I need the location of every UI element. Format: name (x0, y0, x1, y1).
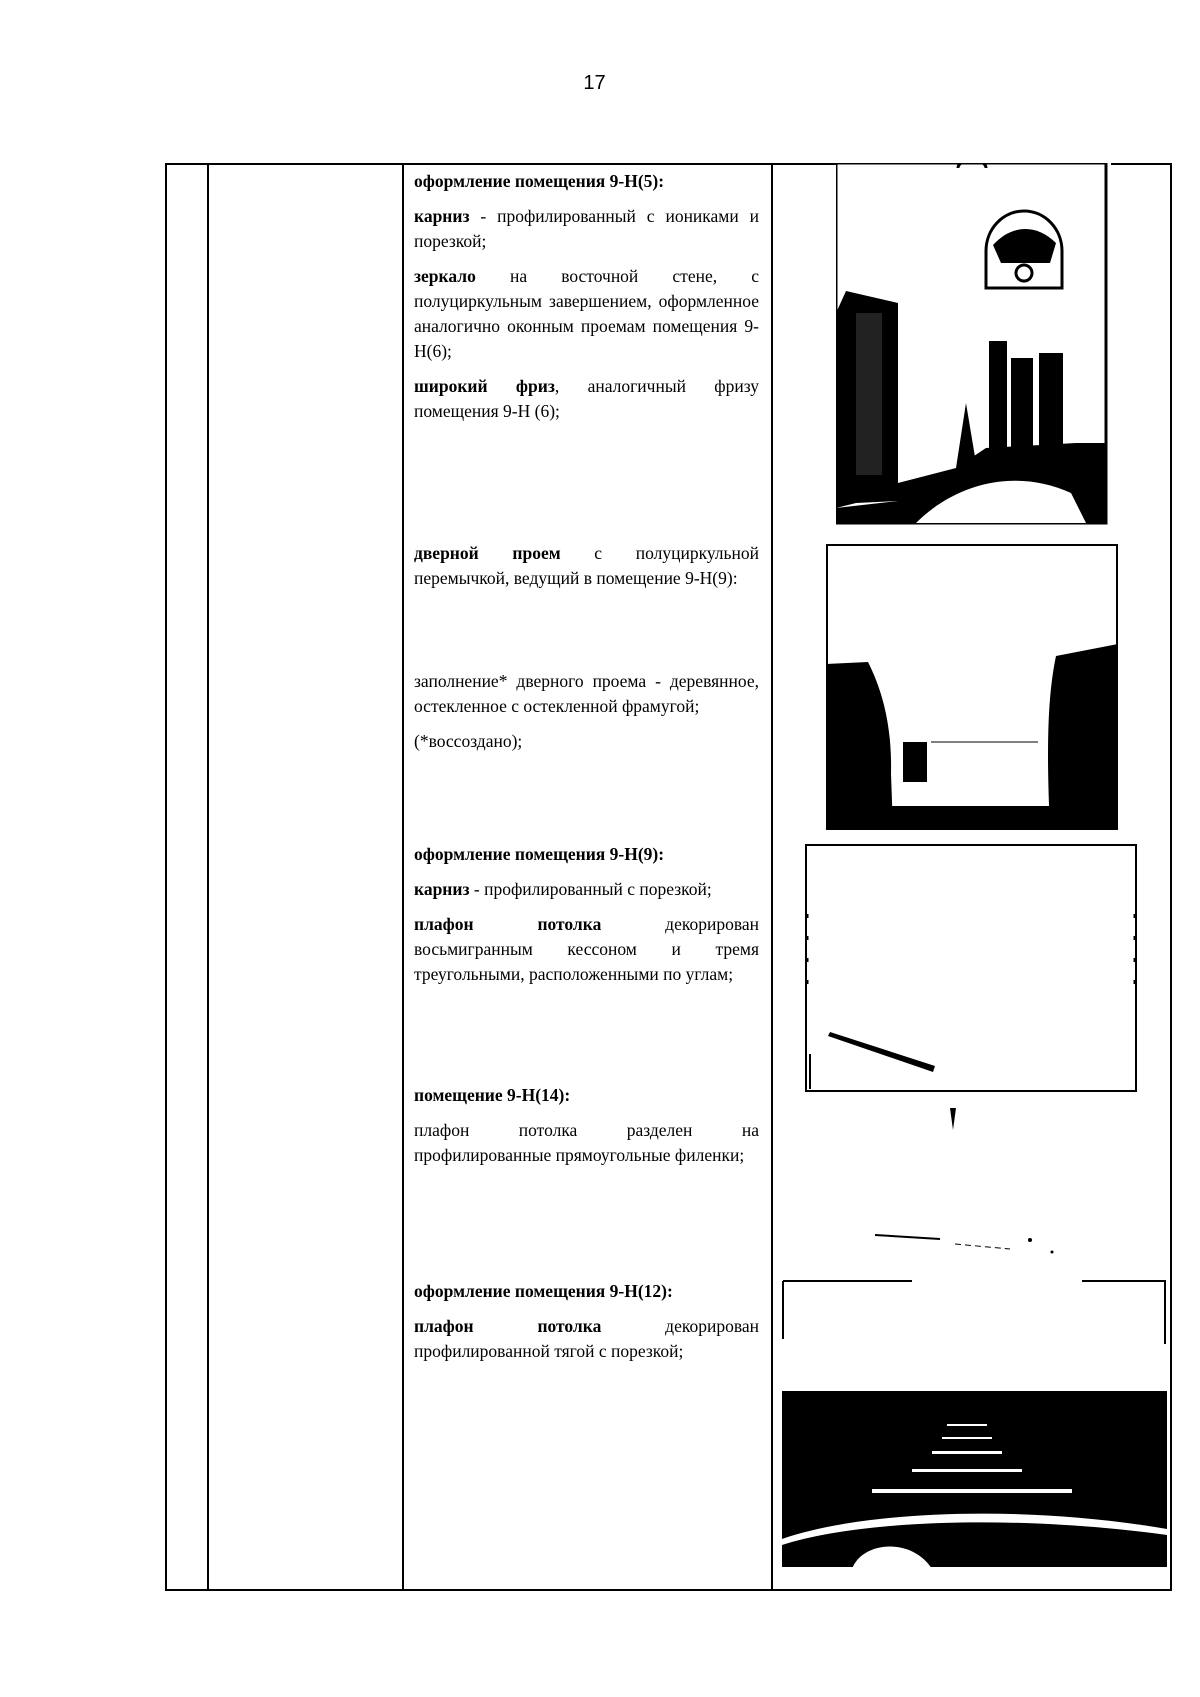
list-item: карниз - профилированный с иониками и порезкой; (414, 206, 759, 251)
list-item: плафон потолка разделен на профилированные прямоугольные филенки; (414, 1120, 759, 1165)
section-heading: оформление помещения 9-Н(9): (414, 844, 665, 864)
page-number: 17 (583, 72, 606, 94)
column-divider (771, 165, 773, 1589)
section-room-9n5 (414, 169, 759, 434)
photo-room-interior (836, 163, 1111, 526)
section-heading: оформление помещения 9-Н(12): (414, 1281, 673, 1301)
section-door-filling (414, 669, 759, 764)
photo-ceiling-detail (870, 1105, 1080, 1265)
column-divider (207, 165, 209, 1589)
list-item: карниз - профилированный с порезкой; (414, 879, 712, 899)
list-item: зеркало на восточной стене, с полуциркульным завершением, оформленное аналогично оконным проемам помещения 9-Н(6); (414, 266, 759, 361)
section-heading: помещение 9-Н(14): (414, 1085, 571, 1105)
column-divider (402, 165, 404, 1589)
list-item: (*воссоздано); (414, 731, 523, 751)
photo-ceiling (805, 844, 1137, 1092)
section-door-opening (414, 541, 759, 601)
list-item: дверной проем с полуциркульной перемычкой, ведущий в помещение 9-Н(9): (414, 543, 759, 588)
section-room-9n9 (414, 842, 759, 997)
list-item: широкий фриз, аналогичный фризу помещения 9-Н (6); (414, 376, 760, 421)
section-room-9n12 (414, 1279, 759, 1374)
section-heading: оформление помещения 9-Н(5): (414, 171, 665, 191)
list-item: заполнение* дверного проема - деревянное, остекленное с остекленной фрамугой; (414, 671, 759, 716)
section-room-9n14 (414, 1083, 759, 1178)
photo-doorway (826, 544, 1118, 830)
list-item: плафон потолка декорирован профилированной тягой с порезкой; (414, 1316, 759, 1361)
list-item: плафон потолка декорирован восьмигранным кессоном и тремя треугольными, расположенными по углам; (414, 914, 759, 984)
photo-room-9n12 (782, 1279, 1167, 1569)
